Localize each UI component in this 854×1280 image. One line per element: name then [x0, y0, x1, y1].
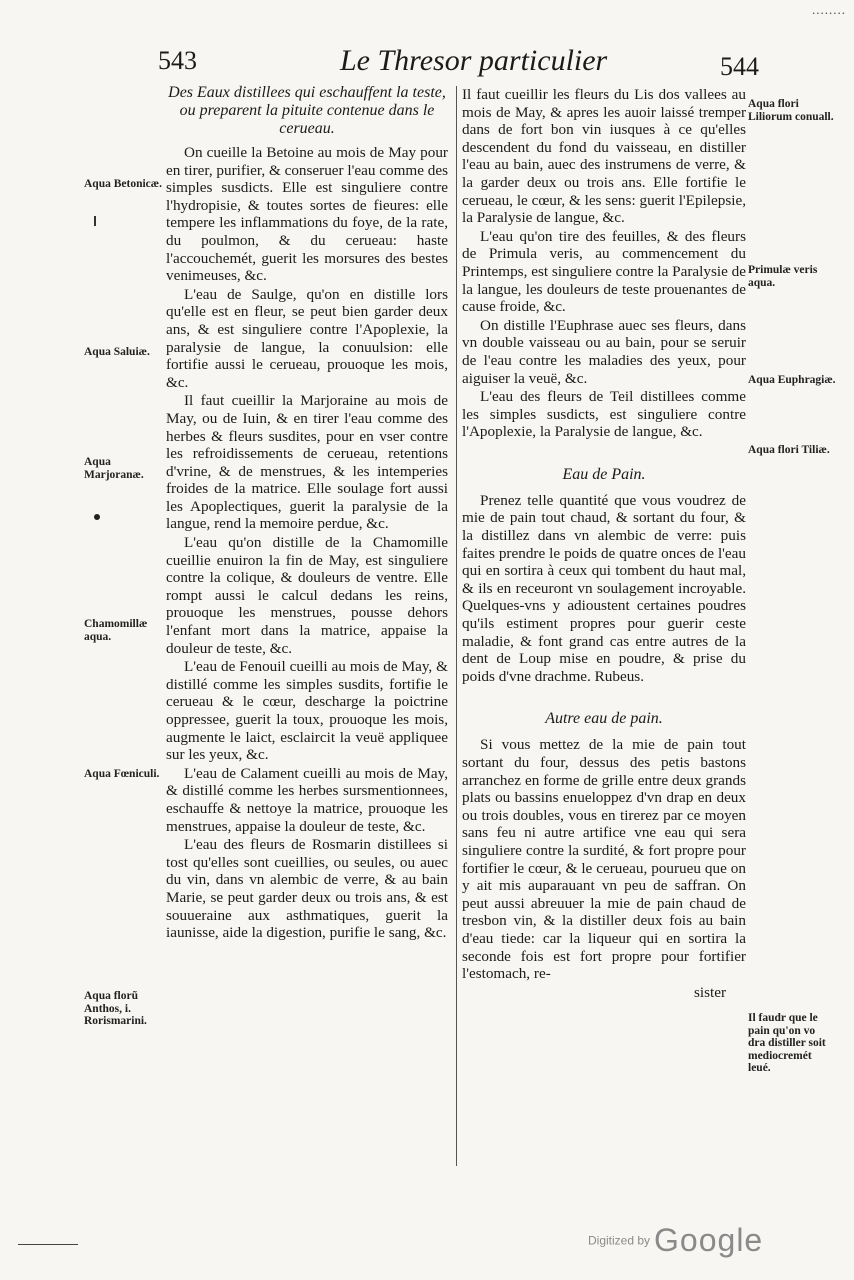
paragraph-euphrase: On distille l'Euphrase auec ses fleurs, dans vn double vaisseau ou au bain, pour se seruir de l'eau contre les maladies des yeux, pour aiguiser la veuë, &c.	[462, 316, 746, 387]
margin-note-pain: Il faudr que le pain qu'on vo dra distiller soit mediocremét leué.	[748, 1012, 826, 1074]
margin-note-betonica: Aqua Betonicæ.	[84, 178, 162, 190]
digitized-by-text: Digitized by	[588, 1233, 651, 1248]
paragraph-betoine: On cueille la Betoine au mois de May pour en tirer, purifier, & conseruer l'eau comme des simples susdicts. Elle est singuliere contre l'hydropisie, & toutes sortes de fieures: elle tempere les inflammations du foye, de la rate, du poulmon, & du cerueau: haste l'accouchemét, guerit les morsures des bestes venimeuses, &c.	[166, 144, 448, 285]
paragraph-rosmarin: L'eau des fleurs de Rosmarin distillees si tost qu'elles sont cueillies, ou seules, ou auec du vin, dans vn alembic de verre, & au bain Marie, se peut garder deux ou trois ans, & est souueraine aux asthmatiques, guerit la iaunisse, aide la digestion, purifie le sang, &c.	[166, 836, 448, 942]
paragraph-chamomille: L'eau qu'on distille de la Chamomille cueillie enuiron la fin de May, est singuliere contre la colique, & douleurs de ventre. Elle rompt aussi le calcul dedans les reins, prouoque les menstrues, pousse dehors l'enfant mort dans la matrice, appaise la douleur de teste, &c.	[166, 534, 448, 657]
margin-note-lilium: Aqua flori Liliorum conuall.	[748, 98, 834, 123]
margin-note-euphragia: Aqua Euphragiæ.	[748, 374, 836, 386]
digitized-footer	[588, 1222, 763, 1259]
paragraph-saulge: L'eau de Saulge, qu'on en distille lors qu'elle est en fleur, se peut bien garder deux ans, & est singuliere contre l'Apoplexie, la paralysie de langue, la conuulsion: elle fortifie aussi le cerueau, prouoque les mois, &c.	[166, 285, 448, 391]
paragraph-marjoraine: Il faut cueillir la Marjoraine au mois de May, ou de Iuin, & en tirer l'eau comme des herbes & fleurs susdites, pour en vser contre les refroidissements de cerueau, retentions d'vrine, & de menstrues, & les intemperies froides de la matrice. Elle soulage fort aussi les Apoplectiques, guerit la paralysie de la langue, rend la memoire perdue, &c.	[166, 392, 448, 533]
paragraph-lis: Il faut cueillir les fleurs du Lis dos vallees au mois de May, & apres les auoir laissé tremper dans de fort bon vin iusques à ce qu'elles descendent du fond du vaisseau, en distiller l'eau au bain, auec des instrumens de verre, & la garder deux ou trois ans. Elle fortifie le cerueau, le cœur, & les sens: guerit l'Epilepsie, la Paralysie de langue, &c.	[462, 86, 746, 227]
margin-note-foeniculum: Aqua Fœniculi.	[84, 768, 160, 780]
right-column	[462, 86, 746, 1001]
margin-dot	[94, 514, 100, 520]
catchword: sister	[693, 983, 726, 1001]
section-title-autre-eau: Autre eau de pain.	[545, 710, 663, 728]
left-column	[166, 84, 448, 943]
margin-note-chamomilla: Chamomillæ aqua.	[84, 618, 148, 643]
margin-note-rosmarinus: Aqua florũ Anthos, i. Rorismarini.	[84, 990, 147, 1027]
paragraph-teil: L'eau des fleurs de Teil distillees comme les simples susdicts, est singuliere contre l'Apoplexie, la Paralysie de langue, &c.	[462, 388, 746, 441]
paragraph-eau-de-pain: Prenez telle quantité que vous voudrez de mie de pain tout chaud, & sortant du four, & la distillez dans vn alembic de verre: puis faites prendre le poids de quatre onces de l'eau qui en sortira à ceux qui tombent du haut mal, & ils en receuront vn soulagement incroyable. Quelques-vns y adioustent certaines poudres qu'ils estiment propres pour guerir ceste maladie, & font grand cas entre autres de la dent de Loup mise en poudre, & prise du poids d'vne drachme. Rubeus.	[462, 491, 746, 685]
running-title: Le Thresor particulier	[340, 44, 608, 77]
page-number-right: 544	[720, 52, 759, 81]
paragraph-fenouil: L'eau de Fenouil cueilli au mois de May, & distillé comme les simples susdits, fortifie le cerueau & le cœur, descharge la poictrine oppressee, guerit la toux, prouoque les mois, augmente le laict, esclaircit la veuë appliquee sur les yeux, &c.	[166, 658, 448, 764]
corner-mark: ........	[812, 2, 846, 17]
paragraph-autre-eau: Si vous mettez de la mie de pain tout sortant du four, dessus des petis bastons arranchez en forme de grille entre deux grands plats ou bassins enueloppez d'vn drap en deux ou trois doubles, vous en tirerez par ce moyen sans feu ni autre artifice vne eau qui sera singuliere contre la surdité, & fort propre pour fortifier le cœur, & le cerueau, pourueu que on y ait mis auparauant vn peu de saffran. On peut aussi abreuuer la mie de pain chaud de tresbon vin, & la distiller deux fois au bain d'eau tiede: car la liqueur qui en sortira la seconde fois est fort propre pour fortifier l'estomach, re-	[462, 736, 746, 983]
paragraph-primula: L'eau qu'on tire des feuilles, & des fleurs de Primula veris, au commencement du Printemps, est singuliere contre la Paralysie de la langue, les douleurs de teste prouenantes de cause froide, &c.	[462, 227, 746, 316]
column-divider	[456, 86, 457, 1166]
paragraph-calament: L'eau de Calament cueilli au mois de May, & distillé comme les herbes sursmentionnees, eschauffe & nettoye la matrice, prouoque les menstrues, appaise la douleur de teste, &c.	[166, 764, 448, 835]
section-title-eaux: Des Eaux distillees qui eschauffent la teste, ou preparent la pituite contenue dans le cerueau.	[168, 84, 446, 137]
margin-note-primula: Primulæ veris aqua.	[748, 264, 818, 289]
section-title-eau-de-pain: Eau de Pain.	[562, 465, 646, 483]
margin-tick	[94, 216, 96, 226]
margin-note-tilia: Aqua flori Tiliæ.	[748, 444, 830, 456]
page-number-left: 543	[158, 46, 197, 75]
page-header	[150, 40, 790, 80]
google-logo: Google	[654, 1222, 764, 1258]
margin-note-marjorana: Aqua Marjoranæ.	[84, 456, 144, 481]
bottom-rule	[18, 1244, 78, 1245]
margin-note-saluia: Aqua Saluiæ.	[84, 346, 150, 358]
